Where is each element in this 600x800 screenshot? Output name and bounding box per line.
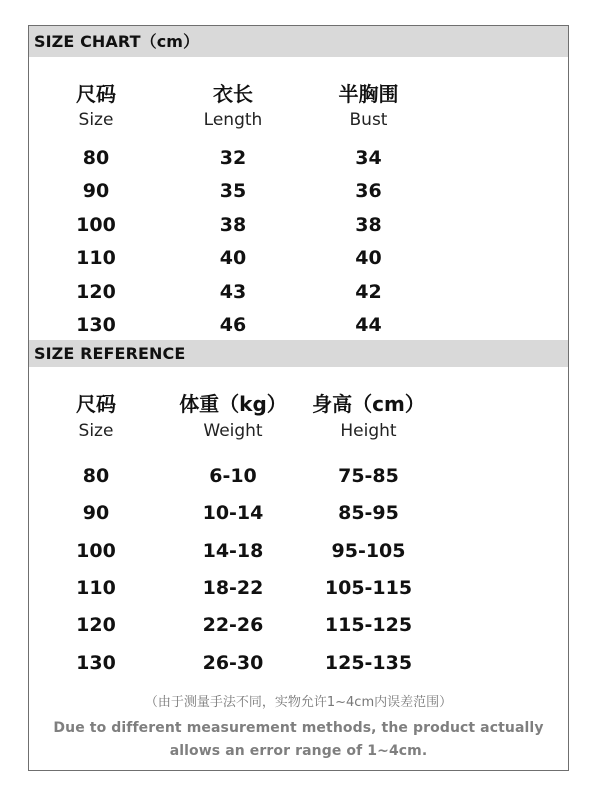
- bust-cell: 42: [355, 281, 382, 303]
- size-reference-header-weight-cn: 体重（kg）: [179, 392, 287, 416]
- weight-cell: 18-22: [202, 577, 264, 599]
- length-cell: 32: [219, 147, 247, 169]
- height-cell: 85-95: [338, 502, 399, 524]
- size-cell: 110: [76, 247, 116, 269]
- bust-cell: 38: [355, 214, 382, 236]
- size-cell: 130: [76, 314, 116, 336]
- length-cell: 40: [219, 247, 247, 269]
- length-cell: 43: [219, 281, 247, 303]
- size-reference-header-weight-en: Weight: [203, 421, 263, 441]
- size-cell: 80: [82, 147, 110, 169]
- weight-cell: 10-14: [202, 502, 264, 524]
- size-chart-header-size-en: Size: [78, 110, 114, 130]
- weight-cell: 26-30: [202, 652, 264, 674]
- height-cell: 115-125: [324, 614, 413, 636]
- length-cell: 38: [219, 214, 247, 236]
- size-cell: 120: [76, 614, 116, 636]
- size-chart-header-length-en: Length: [203, 110, 263, 130]
- weight-cell: 6-10: [209, 465, 257, 487]
- size-info-card: [28, 25, 569, 771]
- length-cell: 46: [219, 314, 247, 336]
- bust-cell: 36: [355, 180, 382, 202]
- height-cell: 105-115: [324, 577, 413, 599]
- measurement-note-en: Due to different measurement methods, the product actually allows an error range of 1~4cm.: [53, 720, 544, 759]
- size-chart-header-bust-en: Bust: [349, 110, 388, 130]
- size-chart-title: SIZE CHART（cm）: [29, 26, 568, 57]
- size-chart-header-size-cn: 尺码: [76, 82, 116, 106]
- size-cell: 100: [76, 214, 116, 236]
- size-cell: 90: [82, 180, 110, 202]
- weight-cell: 22-26: [202, 614, 264, 636]
- height-cell: 75-85: [338, 465, 399, 487]
- size-cell: 100: [76, 540, 116, 562]
- size-cell: 80: [82, 465, 110, 487]
- bust-cell: 40: [355, 247, 382, 269]
- size-reference-header-height-en: Height: [340, 421, 397, 441]
- length-cell: 35: [219, 180, 247, 202]
- height-cell: 125-135: [324, 652, 413, 674]
- size-cell: 130: [76, 652, 116, 674]
- size-chart-header-length-cn: 衣长: [213, 82, 253, 106]
- size-reference-header-height-cn: 身高（cm）: [312, 392, 425, 416]
- weight-cell: 14-18: [202, 540, 264, 562]
- measurement-note-cn: （由于测量手法不同，实物允许1~4cm内误差范围）: [144, 695, 453, 710]
- size-cell: 110: [76, 577, 116, 599]
- size-chart-header-bust-cn: 半胸围: [338, 82, 399, 106]
- bust-cell: 34: [355, 147, 382, 169]
- size-reference-title: SIZE REFERENCE: [29, 340, 568, 367]
- size-reference-header-size-en: Size: [78, 421, 114, 441]
- height-cell: 95-105: [331, 540, 406, 562]
- size-cell: 90: [82, 502, 110, 524]
- size-reference-header-size-cn: 尺码: [76, 392, 116, 416]
- bust-cell: 44: [355, 314, 382, 336]
- size-cell: 120: [76, 281, 116, 303]
